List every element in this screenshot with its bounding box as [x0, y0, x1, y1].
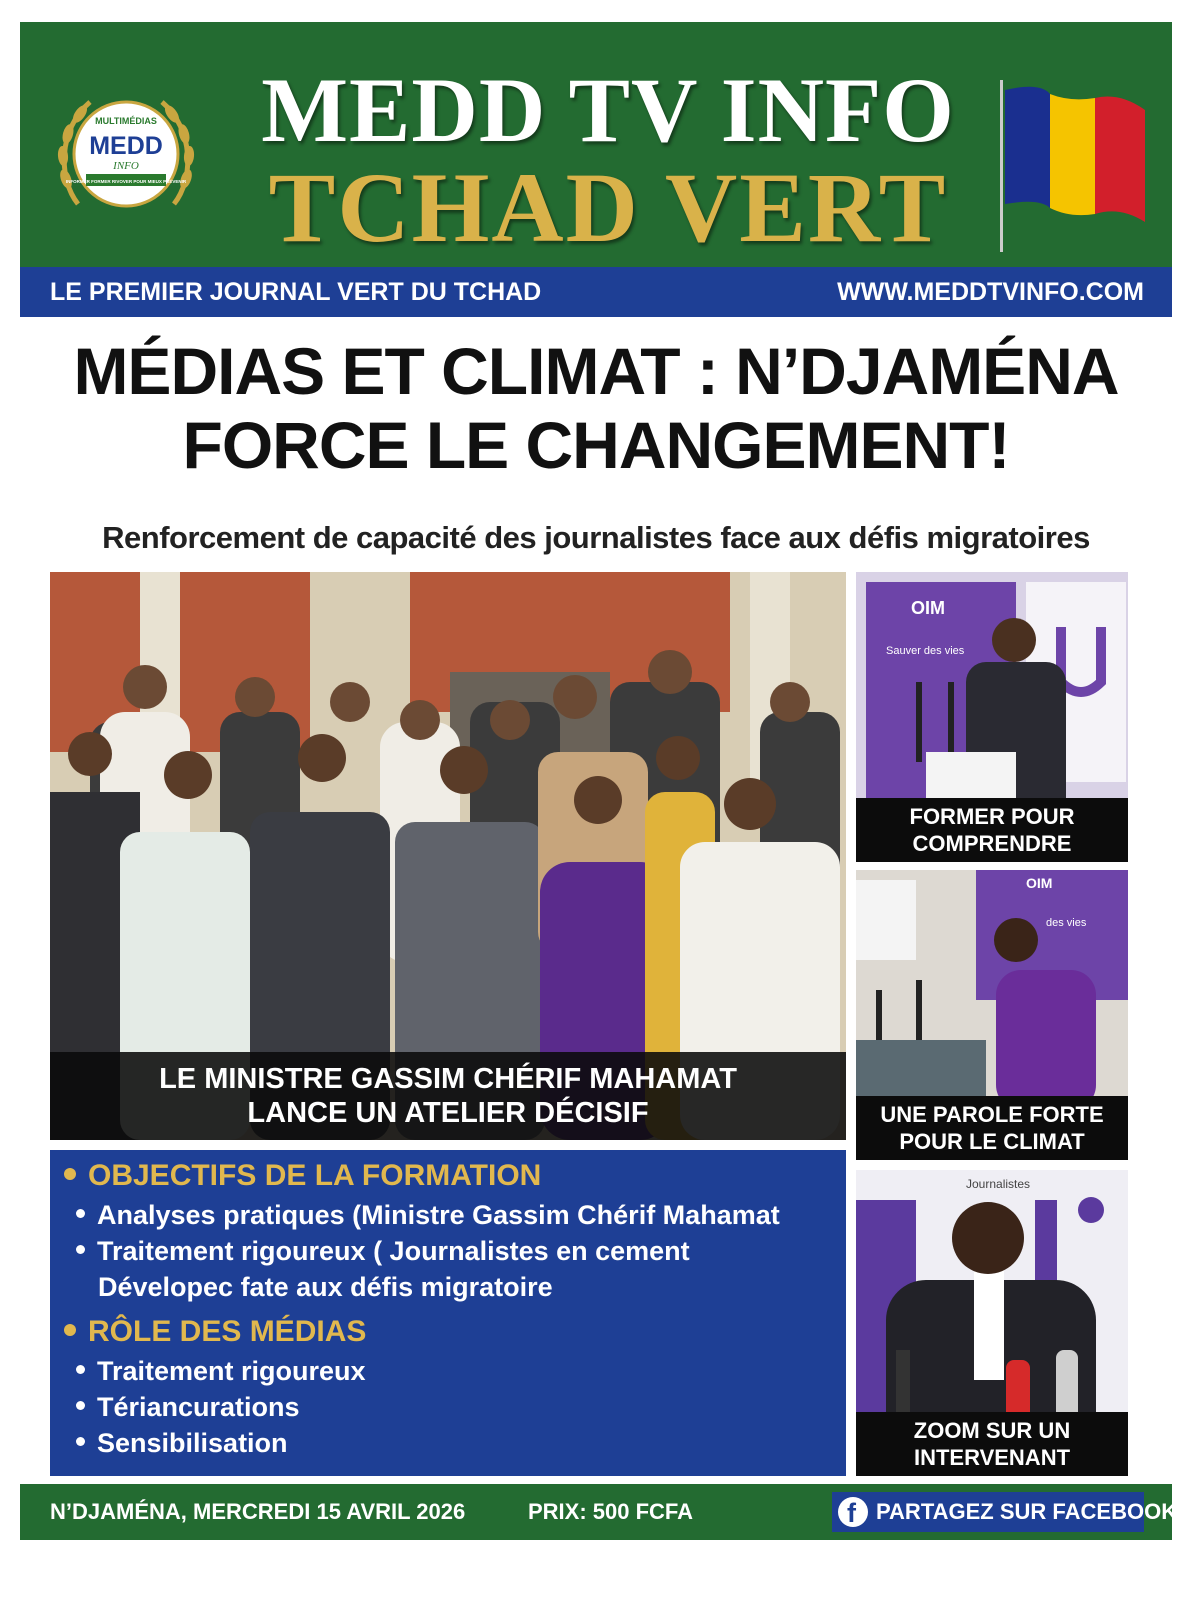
newspaper-front-page	[20, 22, 1178, 1582]
bullet-dot-icon	[76, 1401, 85, 1410]
side-photo-1	[856, 572, 1128, 862]
side-photo-1-caption	[856, 798, 1128, 862]
headline-line1: MÉDIAS ET CLIMAT : N’DJAMÉNA	[73, 334, 1119, 408]
masthead-title-line2: TCHAD VERT	[268, 152, 948, 263]
headline-line2: FORCE LE CHANGEMENT!	[182, 408, 1010, 482]
facebook-share-label: PARTAGEZ SUR FACEBOOK	[876, 1499, 1178, 1524]
facebook-icon: f	[838, 1497, 868, 1527]
side1-banner-sub: Sauver des vies	[886, 645, 965, 657]
side1-caption-line1: FORMER POUR	[909, 804, 1075, 829]
side1-caption-line2: COMPRENDRE	[912, 831, 1072, 856]
side-photo-3	[856, 1170, 1128, 1476]
chad-flag-icon	[1000, 80, 1150, 258]
side2-caption-line2: POUR LE CLIMAT	[899, 1129, 1085, 1154]
main-caption-line1: LE MINISTRE GASSIM CHÉRIF MAHAMAT	[159, 1063, 737, 1095]
bullet-dot-icon	[64, 1168, 76, 1180]
logo-slogan: INFORMER FORMER RIVOVER POUR MIEUX PRÉVENIR	[65, 179, 187, 184]
side3-banner: Journalistes	[966, 1177, 1031, 1191]
footer-bar	[20, 1484, 1178, 1540]
objective-item-continuation: Dévelopec fate aux défis migratoire	[98, 1272, 553, 1302]
objective-item: Traitement rigoureux ( Journalistes en cement	[76, 1234, 690, 1268]
side2-banner: OIM	[1026, 875, 1053, 891]
logo-sub-text: INFO	[113, 160, 139, 172]
main-photo-caption	[50, 1052, 846, 1140]
bullet-dot-icon	[76, 1437, 85, 1446]
side2-banner-sub: des vies	[1046, 917, 1087, 929]
objectives-heading: OBJECTIFS DE LA FORMATION	[64, 1158, 541, 1194]
bullet-dot-icon	[76, 1245, 85, 1254]
bullet-dot-icon	[76, 1365, 85, 1374]
media-role-item: Sensibilisation	[76, 1426, 288, 1460]
tagline-bar	[20, 267, 1172, 317]
side2-caption-line1: UNE PAROLE FORTE	[880, 1102, 1104, 1127]
side-photo-3-caption	[856, 1412, 1128, 1476]
side3-caption-line1: ZOOM SUR UN	[913, 1418, 1071, 1443]
logo-top-text: MULTIMÉDIAS	[95, 116, 157, 126]
issue-price: PRIX: 500 FCFA	[528, 1499, 694, 1524]
bullet-dot-icon	[76, 1209, 85, 1218]
tagline: LE PREMIER JOURNAL VERT DU TCHAD	[50, 278, 542, 306]
website-link[interactable]: WWW.MEDDTVINFO.COM	[837, 278, 1144, 306]
logo-main-text: MEDD	[89, 132, 163, 160]
masthead	[20, 22, 1172, 267]
formation-box	[50, 1150, 846, 1476]
objective-item: Analyses pratiques (Ministre Gassim Chérif Mahamat	[76, 1198, 780, 1232]
side-photo-2	[856, 870, 1128, 1160]
headline	[20, 334, 1172, 482]
media-role-heading: RÔLE DES MÉDIAS	[64, 1314, 366, 1350]
bullet-dot-icon	[64, 1324, 76, 1336]
medd-logo	[50, 84, 202, 224]
media-role-item: Tériancurations	[76, 1390, 300, 1424]
facebook-share-button[interactable]	[832, 1492, 1178, 1532]
subheadline: Renforcement de capacité des journalistes face aux défis migratoires	[102, 520, 1090, 555]
issue-date: N’DJAMÉNA, MERCREDI 15 AVRIL 2026	[50, 1499, 466, 1524]
side1-banner: OIM	[911, 598, 945, 618]
side-photo-2-caption	[856, 1096, 1128, 1160]
main-caption-line2: LANCE UN ATELIER DÉCISIF	[247, 1097, 649, 1129]
main-photo	[50, 572, 846, 1140]
side3-caption-line2: INTERVENANT	[913, 1445, 1071, 1470]
masthead-title-line1: MEDD TV INFO	[261, 59, 955, 161]
media-role-item: Traitement rigoureux	[76, 1354, 366, 1388]
